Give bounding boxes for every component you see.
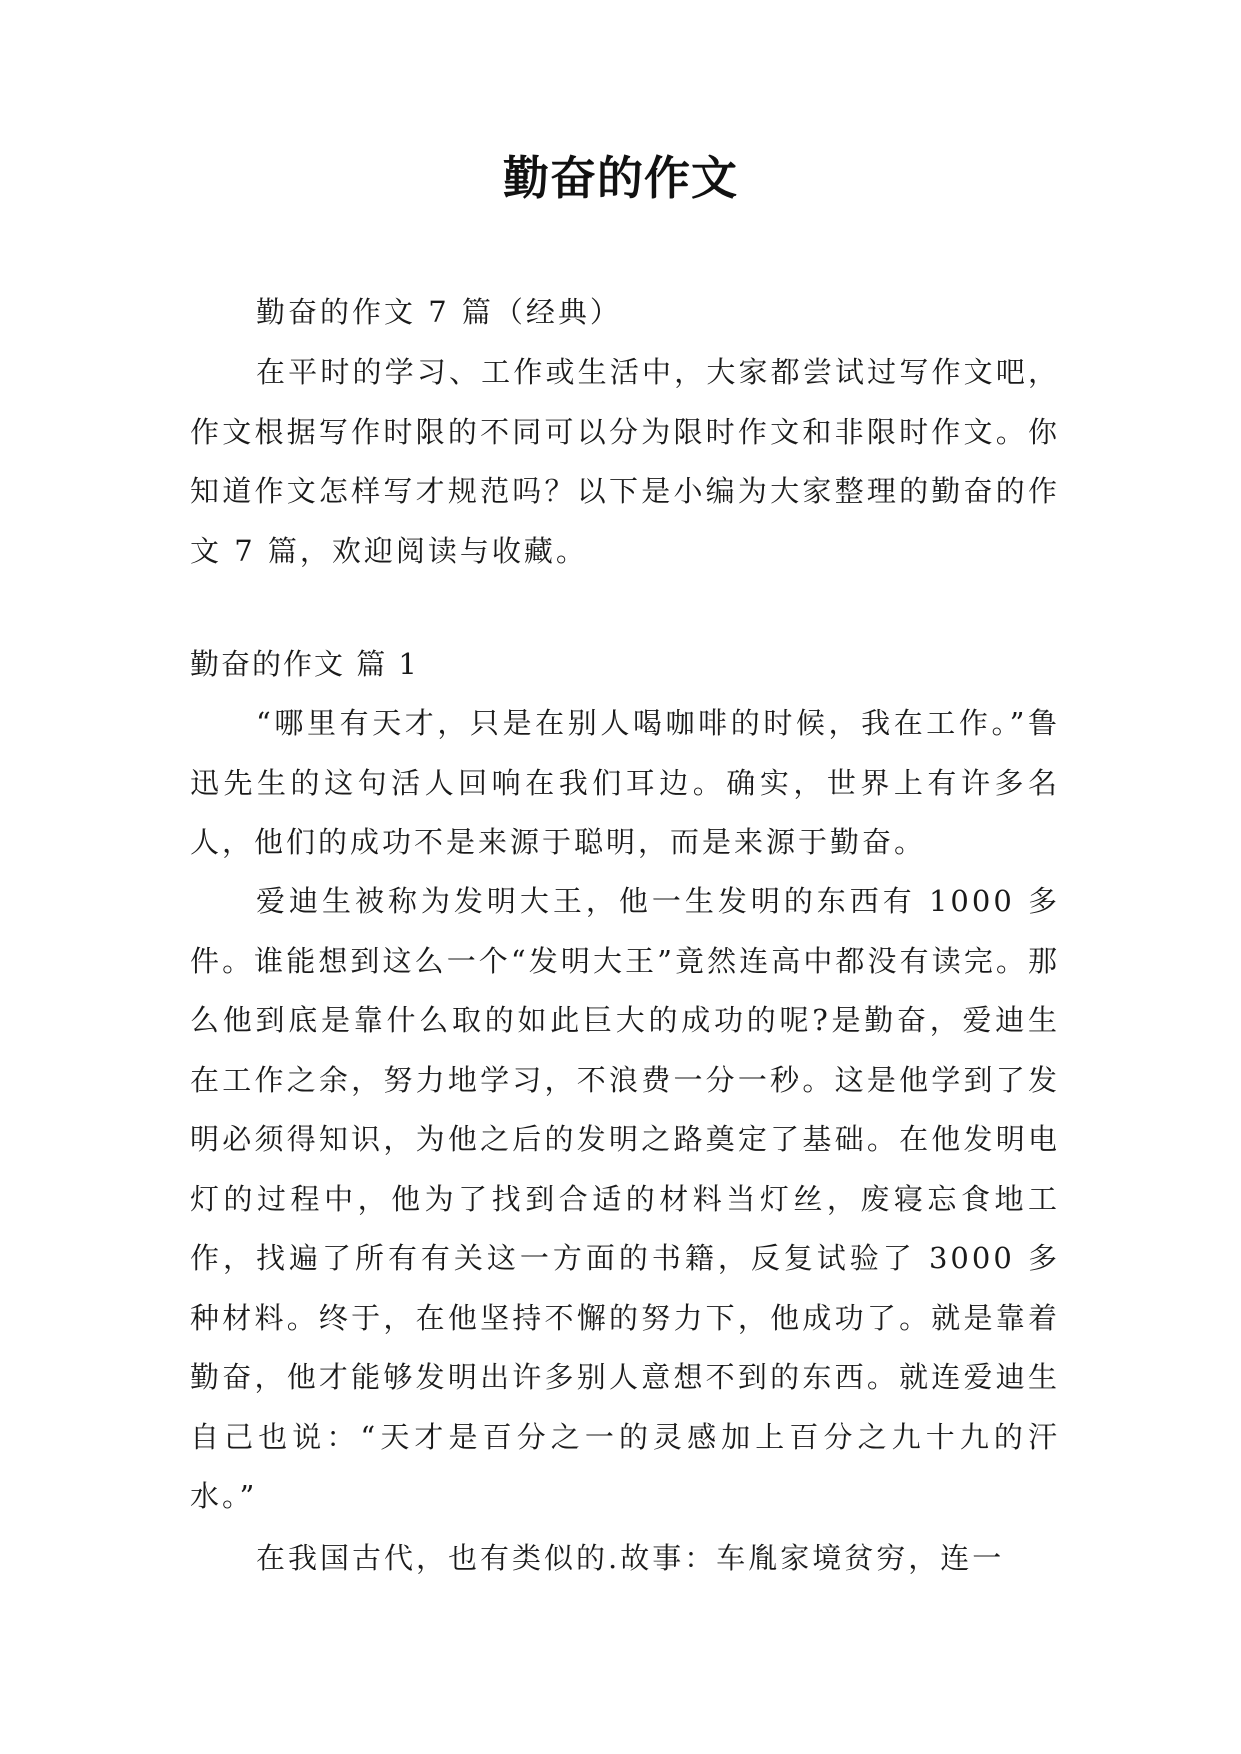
body-paragraph-1: “哪里有天才，只是在别人喝咖啡的时候，我在工作。”鲁迅先生的这句活人回响在我们耳边。确实，世界上有许多名人，他们的成功不是来源于聪明，而是来源于勤奋。	[190, 706, 1060, 859]
document-title: 勤奋的作文	[503, 151, 738, 205]
body-paragraph-2: 爱迪生被称为发明大王，他一生发明的东西有 1000 多件。谁能想到这么一个“发明大王”竟然连高中都没有读完。那么他到底是靠什么取的如此巨大的成功的呢?是勤奋，爱迪生在工作之余，努力地学习，不浪费一分一秒。这是他学到了发明必须得知识，为他之后的发明之路奠定了基础。在他发明电灯的过程中，他为了找到合适的材料当灯丝，废寝忘食地工作，找遍了所有有关这一方面的书籍，反复试验了 3000 多种材料。终于，在他坚持不懈的努力下，他成功了。就是靠着勤奋，他才能够发明出许多别人意想不到的东西。就连爱迪生自己也说：“天才是百分之一的灵感加上百分之九十九的汗水。”	[190, 884, 1060, 1513]
intro-paragraph: 在平时的学习、工作或生活中，大家都尝试过写作文吧，作文根据写作时限的不同可以分为限时作文和非限时作文。你知道作文怎样写才规范吗？以下是小编为大家整理的勤奋的作文 7 篇，欢迎阅读与收藏。	[190, 355, 1060, 568]
section-heading: 勤奋的作文 篇 1	[190, 647, 419, 681]
document-subtitle: 勤奋的作文 7 篇（经典）	[256, 295, 622, 329]
body-paragraph-3: 在我国古代，也有类似的.故事：车胤家境贫穷，连一	[256, 1541, 1005, 1575]
